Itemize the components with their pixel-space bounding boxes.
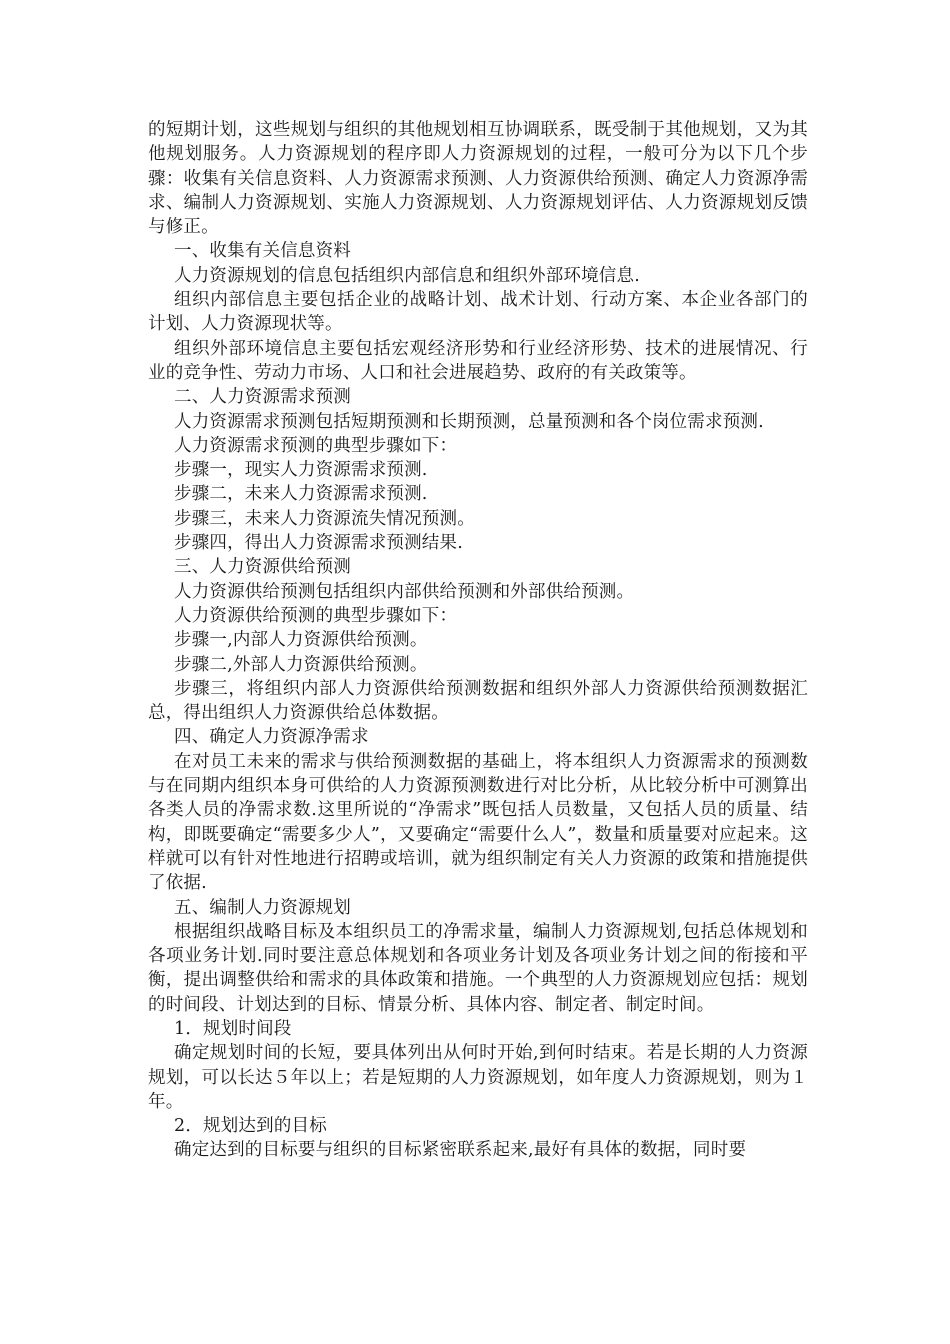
paragraph: 组织内部信息主要包括企业的战略计划、战术计划、行动方案、本企业各部门的计划、人力资源现状等。 [148, 290, 808, 335]
paragraph: 人力资源供给预测包括组织内部供给预测和外部供给预测。 [174, 581, 635, 602]
paragraph: 人力资源供给预测的典型步骤如下： [174, 605, 458, 626]
step-item: 步骤四，得出人力资源需求预测结果. [174, 533, 463, 554]
subsection-heading: 1．规划时间段 [174, 1018, 292, 1039]
step-item: 步骤二,外部人力资源供给预测。 [174, 654, 428, 675]
section-heading: 一、收集有关信息资料 [174, 241, 351, 262]
paragraph: 确定达到的目标要与组织的目标紧密联系起来,最好有具体的数据，同时要 [174, 1140, 747, 1161]
paragraph: 人力资源需求预测的典型步骤如下： [174, 435, 458, 456]
step-item: 步骤一，现实人力资源需求预测. [174, 460, 428, 481]
paragraph: 组织外部环境信息主要包括宏观经济形势和行业经济形势、技术的进展情况、行业的竞争性、劳动力市场、人口和社会进展趋势、政府的有关政策等。 [148, 338, 808, 383]
paragraph: 人力资源需求预测包括短期预测和长期预测，总量预测和各个岗位需求预测. [174, 411, 764, 432]
paragraph: 在对员工未来的需求与供给预测数据的基础上，将本组织人力资源需求的预测数与在同期内组织本身可供给的人力资源预测数进行对比分析，从比较分析中可测算出各类人员的净需求数.这里所说的“净需求”既包括人员数量，又包括人员的质量、结构，即既要确定“需要多少人”，又要确定“需要什么人”，数量和质量要对应起来。这样就可以有针对性地进行招聘或培训，就为组织制定有关人力资源的政策和措施提供了依据. [148, 751, 808, 894]
step-item: 步骤三，未来人力资源流失情况预测。 [174, 508, 475, 529]
section-heading: 五、编制人力资源规划 [174, 897, 351, 918]
paragraph: 人力资源规划的信息包括组织内部信息和组织外部环境信息. [174, 265, 640, 286]
step-item: 步骤二，未来人力资源需求预测. [174, 484, 428, 505]
paragraph: 的短期计划，这些规划与组织的其他规划相互协调联系，既受制于其他规划，又为其他规划服务。人力资源规划的程序即人力资源规划的过程，一般可分为以下几个步骤：收集有关信息资料、人力资源需求预测、人力资源供给预测、确定人力资源净需求、编制人力资源规划、实施人力资源规划、人力资源规划评估、人力资源规划反馈与修正。 [148, 120, 808, 238]
paragraph: 根据组织战略目标及本组织员工的净需求量，编制人力资源规划,包括总体规划和各项业务计划.同时要注意总体规划和各项业务计划及各项业务计划之间的衔接和平衡，提出调整供给和需求的具体政策和措施。一个典型的人力资源规划应包括：规划的时间段、计划达到的目标、情景分析、具体内容、制定者、制定时间。 [148, 921, 808, 1015]
section-heading: 二、人力资源需求预测 [174, 387, 351, 408]
step-item: 步骤三，将组织内部人力资源供给预测数据和组织外部人力资源供给预测数据汇总，得出组织人力资源供给总体数据。 [148, 678, 808, 724]
section-heading: 三、人力资源供给预测 [174, 557, 351, 578]
document-page [148, 118, 808, 1163]
step-item: 步骤一,内部人力资源供给预测。 [174, 630, 428, 651]
paragraph: 确定规划时间的长短，要具体列出从何时开始,到何时结束。若是长期的人力资源规划，可以长达５年以上；若是短期的人力资源规划，如年度人力资源规划，则为１年。 [148, 1043, 808, 1112]
subsection-heading: 2．规划达到的目标 [174, 1116, 327, 1137]
section-heading: 四、确定人力资源净需求 [174, 727, 369, 748]
